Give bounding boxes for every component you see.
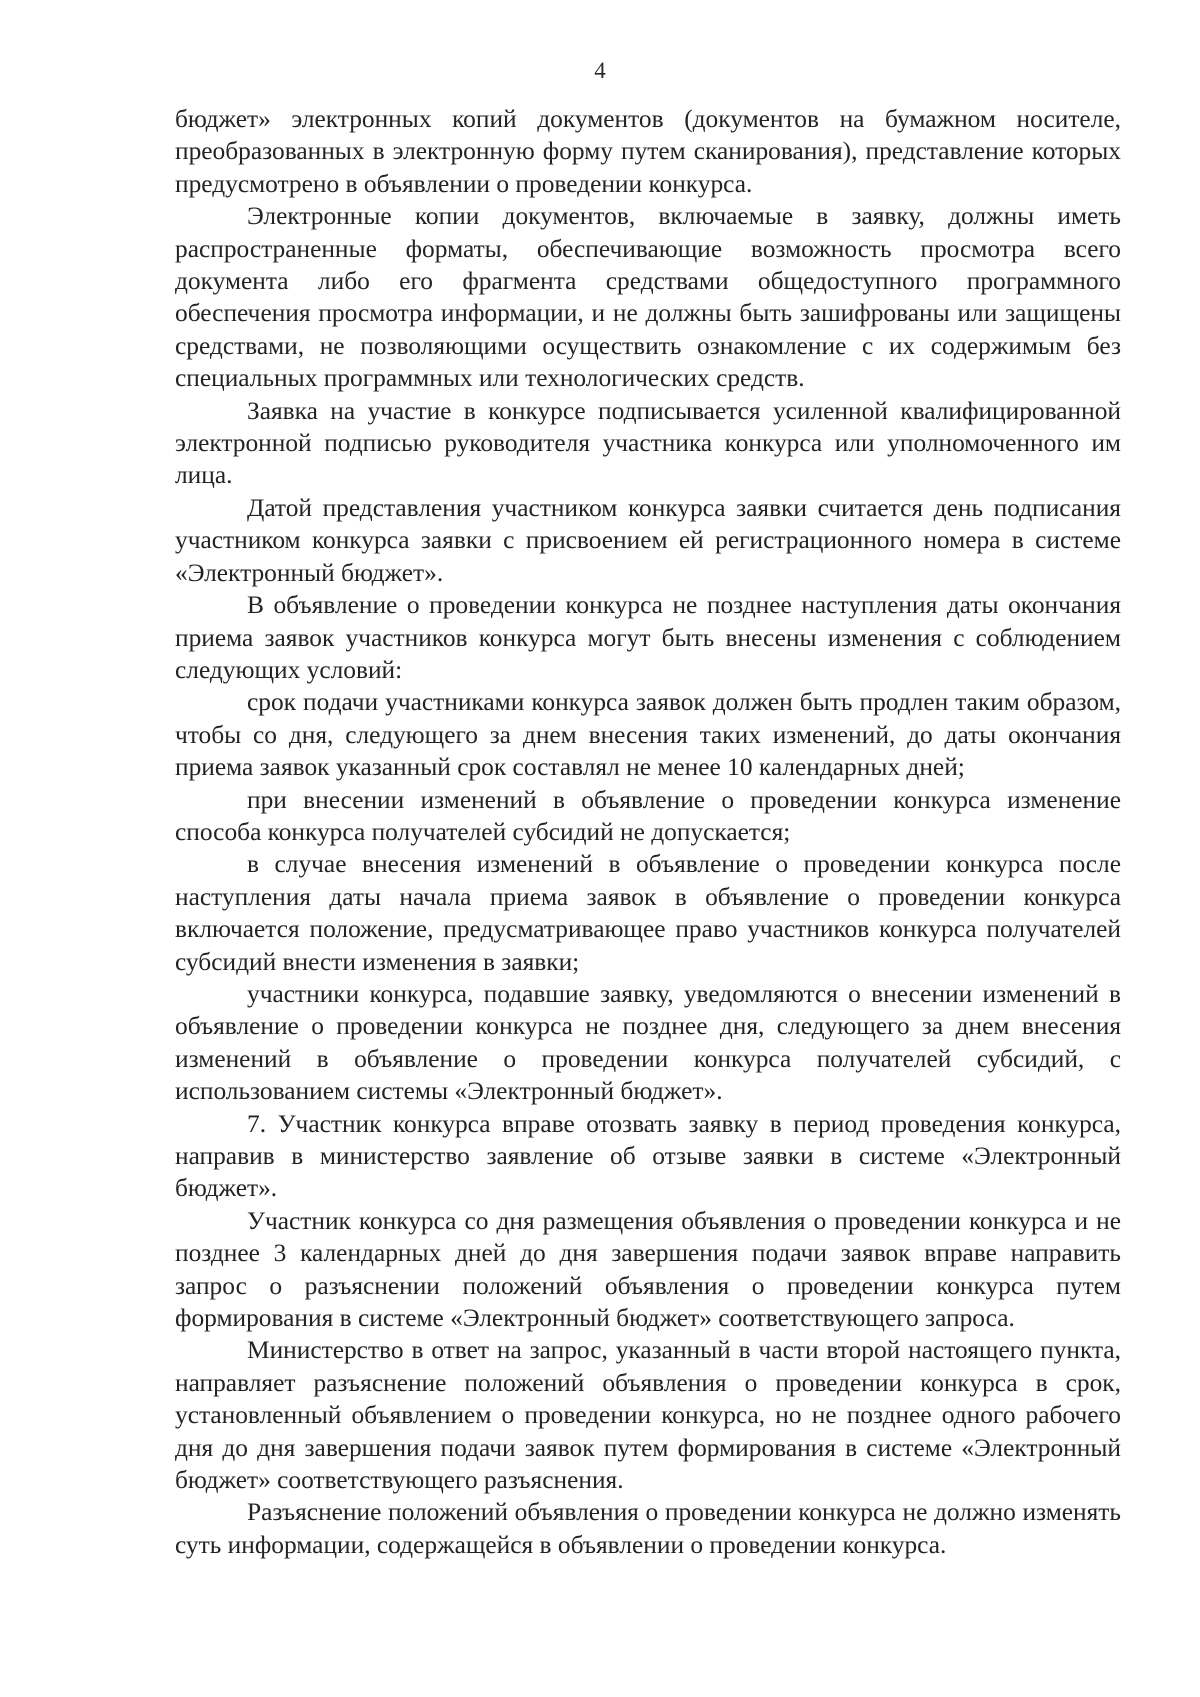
paragraph-announcement-changes: В объявление о проведении конкурса не позднее наступления даты окончания приема заявок участников конкурса могут быть внесены изменения с соблюдением следующих условий: xyxy=(175,591,1121,684)
paragraph-condition-method: при внесении изменений в объявление о проведении конкурса изменение способа конкурса получателей субсидий не допускается; xyxy=(175,785,1121,846)
document-body xyxy=(175,103,1121,1561)
paragraph-clarification-request: Участник конкурса со дня размещения объявления о проведении конкурса и не позднее 3 календарных дней до дня завершения подачи заявок вправе направить запрос о разъяснении положений объявления о проведении конкурса путем формирования в системе «Электронный бюджет» соответствующего запроса. xyxy=(175,1206,1121,1333)
paragraph-item-7-withdrawal: 7. Участник конкурса вправе отозвать заявку в период проведения конкурса, направив в министерство заявление об отзыве заявки в системе «Электронный бюджет». xyxy=(175,1109,1121,1203)
paragraph-submission-date: Датой представления участником конкурса заявки считается день подписания участником конкурса заявки с присвоением ей регистрационного номера в системе «Электронный бюджет». xyxy=(175,493,1121,587)
paragraph-condition-amendments: в случае внесения изменений в объявление о проведении конкурса после наступления даты начала приема заявок в объявление о проведении конкурса включается положение, предусматривающее право участников конкурса получателей субсидий внести изменения в заявки; xyxy=(175,850,1121,976)
paragraph-clarification-scope: Разъяснение положений объявления о проведении конкурса не должно изменять суть информации, содержащейся в объявлении о проведении конкурса. xyxy=(175,1498,1121,1559)
paragraph-continuation: бюджет» электронных копий документов (документов на бумажном носителе, преобразованных в электронную форму путем сканирования), представление которых предусмотрено в объявлении о проведении конкурса. xyxy=(175,105,1121,198)
paragraph-condition-notification: участники конкурса, подавшие заявку, уведомляются о внесении изменений в объявление о проведении конкурса не позднее дня, следующего за днем внесения изменений в объявление о проведении конкурса получателей субсидий, с использованием системы «Электронный бюджет». xyxy=(175,979,1121,1106)
paragraph-condition-deadline: срок подачи участниками конкурса заявок должен быть продлен таким образом, чтобы со дня, следующего за днем внесения таких изменений, до даты окончания приема заявок указанный срок составлял не менее 10 календарных дней; xyxy=(175,688,1121,782)
page-number: 4 xyxy=(594,58,606,83)
paragraph-application-signature: Заявка на участие в конкурсе подписывается усиленной квалифицированной электронной подписью руководителя участника конкурса или уполномоченного им лица. xyxy=(175,396,1121,490)
paragraph-electronic-copies: Электронные копии документов, включаемые в заявку, должны иметь распространенные форматы, обеспечивающие возможность просмотра всего документа либо его фрагмента средствами общедоступного программного обеспечения просмотра информации, и не должны быть зашифрованы или защищены средствами, не позволяющими осуществить ознакомление с их содержимым без специальных программных или технологических средств. xyxy=(175,202,1121,393)
paragraph-ministry-response: Министерство в ответ на запрос, указанный в части второй настоящего пункта, направляет разъяснение положений объявления о проведении конкурса в срок, установленный объявлением о проведении конкурса, но не позднее одного рабочего дня до дня завершения подачи заявок путем формирования в системе «Электронный бюджет» соответствующего разъяснения. xyxy=(175,1336,1121,1495)
